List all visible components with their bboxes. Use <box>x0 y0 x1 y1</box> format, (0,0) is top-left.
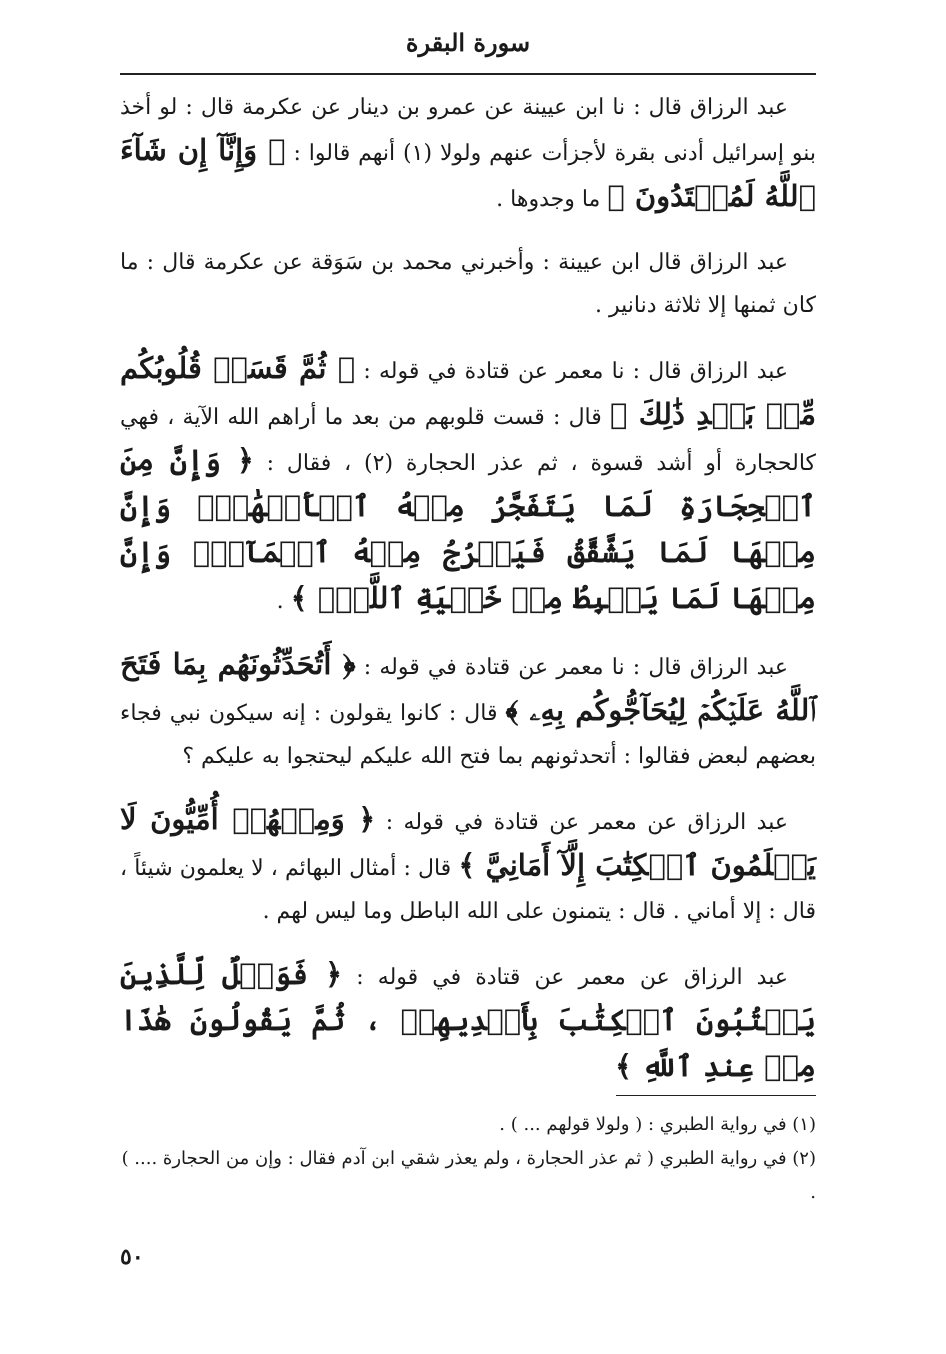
header-rule <box>120 73 816 75</box>
quran-verse: ﴿ وَإِنَّآ إِن شَآءَ ٱللَّهُ لَمُهۡتَدُونَ ﴾ <box>120 133 816 213</box>
narration-text: قال : كانوا يقولون : إنه سيكون نبي فجاء بعضهم لبعض فقالوا : أتحدثونهم بما فتح الله عليكم ليحتجوا به عليكم ؟ <box>120 701 816 769</box>
paragraph-2 <box>120 241 816 327</box>
quran-verse: ﴿ وَإِنَّ مِنَ ٱلۡحِجَارَةِ لَمَا يَتَفَجَّرُ مِنۡهُ ٱلۡأَنۡهَٰرُۚ وَإِنَّ مِنۡهَا لَمَا يَشَّقَّقُ فَيَخۡرُجُ مِنۡهُ ٱلۡمَآءُۚ وَإِنَّ مِنۡهَا لَمَا يَهۡبِطُ مِنۡ خَشۡيَةِ ٱللَّهِۗ ﴾ <box>120 443 816 615</box>
footnote-2: (٢) في رواية الطبري ( ثم عذر الحجارة ، ولم يعذر شقي ابن آدم فقال : وإن من الحجارة .... ) . <box>121 1148 816 1203</box>
narration-text: عبد الرزاق عن معمر عن قتادة في قوله : <box>342 965 788 990</box>
quran-verse: ﴿ أَتُحَدِّثُونَهُم بِمَا فَتَحَ ٱللَّهُ عَلَيۡكُمۡ لِيُحَآجُّوكُم بِهِۦ ﴾ <box>120 647 816 727</box>
quran-verse: ﴿ ثُمَّ قَسَتۡ قُلُوبُكُم مِّنۢ بَعۡدِ ذَٰلِكَ ﴾ <box>120 351 816 431</box>
footnote-1: (١) في رواية الطبري : ( ولولا قولهم ... ) . <box>499 1114 816 1135</box>
footnotes <box>120 1108 816 1210</box>
narration-text: عبد الرزاق عن معمر عن قتادة في قوله : <box>375 810 788 835</box>
narration-text: قال : أمثال البهائم ، لا يعلمون شيئاً ، قال : إلا أماني . قال : يتمنون على الله الباطل وما ليس لهم . <box>120 856 816 924</box>
paragraph-1 <box>120 86 816 221</box>
narration-text: ما وجدوها . <box>496 187 608 212</box>
quran-verse: ﴿ فَوَيۡلٌ لِّلَّذِينَ يَكۡتُبُونَ ٱلۡكِتَٰبَ بِأَيۡدِيهِمۡ ، ثُمَّ يَقُولُونَ هَٰذَا مِنۡ عِندِ ٱللَّهِ ﴾ <box>120 957 816 1083</box>
narration-text: قال : قست قلوبهم من بعد ما أراهم الله الآية ، فهي كالحجارة أو أشد قسوة ، ثم عذر الحجارة (٢) ، فقال : <box>120 405 817 476</box>
quran-verse: ﴿ وَمِنۡهُمۡ أُمِّيُّونَ لَا يَعۡلَمُونَ ٱلۡكِتَٰبَ إِلَّآ أَمَانِيَّ ﴾ <box>120 802 816 882</box>
running-head-title: سورة البقرة <box>405 28 531 57</box>
footnote-rule <box>616 1095 816 1096</box>
narration-text: عبد الرزاق قال ابن عيينة : وأخبرني محمد بن سَوَقة عن عكرمة قال : ما كان ثمنها إلا ثلاثة دنانير . <box>120 250 816 318</box>
paragraph-3 <box>120 347 816 623</box>
page-number: ٥٠ <box>120 1244 144 1270</box>
paragraph-6 <box>120 953 816 1091</box>
paragraph-4 <box>120 643 816 778</box>
narration-text: عبد الرزاق قال : نا معمر عن قتادة في قوله : <box>355 359 789 384</box>
narration-text: . <box>276 589 291 614</box>
body-text <box>120 86 816 1111</box>
narration-text: عبد الرزاق قال : نا معمر عن قتادة في قوله : <box>355 655 788 680</box>
paragraph-5 <box>120 798 816 933</box>
narration-text: عبد الرزاق قال : نا ابن عيينة عن عمرو بن دينار عن عكرمة قال : لو أخذ بنو إسرائيل أدنى بقرة لأجزأت عنهم ولولا (١) أنهم قالوا : <box>120 95 816 166</box>
